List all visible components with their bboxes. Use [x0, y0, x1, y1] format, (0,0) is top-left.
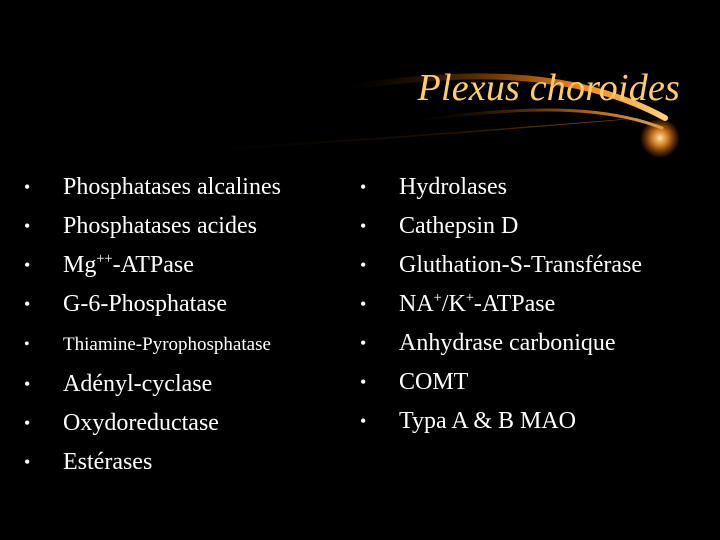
item-text [399, 285, 555, 324]
item-text-superscript: ++ [96, 251, 113, 267]
bullet: • [360, 177, 367, 197]
item-text-superscript-2: + [465, 290, 474, 306]
item-text: Phosphatases alcalines [63, 174, 281, 200]
item-text: Gluthation-S-Transférase [399, 252, 643, 278]
bullet: • [360, 411, 367, 431]
item-text: Cathepsin D [399, 213, 519, 239]
list-item [22, 443, 342, 482]
item-text: COMT [399, 369, 469, 395]
list-item [22, 324, 342, 365]
bullet: • [24, 336, 30, 353]
item-text: Adényl-cyclase [63, 371, 213, 397]
bullet: • [360, 372, 367, 392]
list-item [358, 207, 708, 246]
item-text: Hydrolases [399, 174, 507, 200]
bullet: • [24, 374, 31, 394]
list-item [358, 285, 708, 324]
bullet: • [360, 216, 367, 236]
bullet: • [360, 255, 367, 275]
slide-title: Plexus choroides [417, 67, 680, 109]
list-item [22, 168, 342, 207]
list-item [358, 168, 708, 207]
swoosh-arc-inner [400, 110, 662, 128]
item-text: Anhydrase carbonique [399, 330, 616, 356]
list-item [22, 285, 342, 324]
list-item [358, 363, 708, 402]
list-item [22, 207, 342, 246]
list-item [22, 404, 342, 443]
item-text-base: NA [399, 291, 434, 317]
item-text-rest: -ATPase [112, 252, 194, 278]
item-text-mid: /K [441, 291, 466, 317]
list-item [22, 365, 342, 404]
bullet: • [360, 294, 367, 314]
bullet: • [24, 255, 31, 275]
list-item [358, 402, 708, 441]
item-text-base: Mg [63, 252, 97, 278]
item-text: Estérases [63, 449, 153, 475]
item-text: Oxydoreductase [63, 410, 219, 436]
item-text: Typa A & B MAO [399, 408, 576, 434]
swoosh-band [150, 118, 640, 156]
left-bullet-list [22, 168, 342, 482]
bullet: • [24, 177, 31, 197]
bullet: • [360, 333, 367, 353]
list-item [358, 246, 708, 285]
bullet: • [24, 294, 31, 314]
right-bullet-list [358, 168, 708, 441]
item-text: Thiamine-Pyrophosphatase [63, 334, 271, 355]
item-text-rest: -ATPase [473, 291, 556, 317]
item-text [63, 246, 194, 285]
bullet: • [24, 216, 31, 236]
item-text: G-6-Phosphatase [63, 291, 227, 317]
swoosh-glow [640, 118, 680, 158]
item-text-superscript: + [433, 290, 442, 306]
bullet: • [24, 452, 31, 472]
bullet: • [24, 413, 31, 433]
item-text: Phosphatases acides [63, 213, 257, 239]
list-item [358, 324, 708, 363]
list-item [22, 246, 342, 285]
